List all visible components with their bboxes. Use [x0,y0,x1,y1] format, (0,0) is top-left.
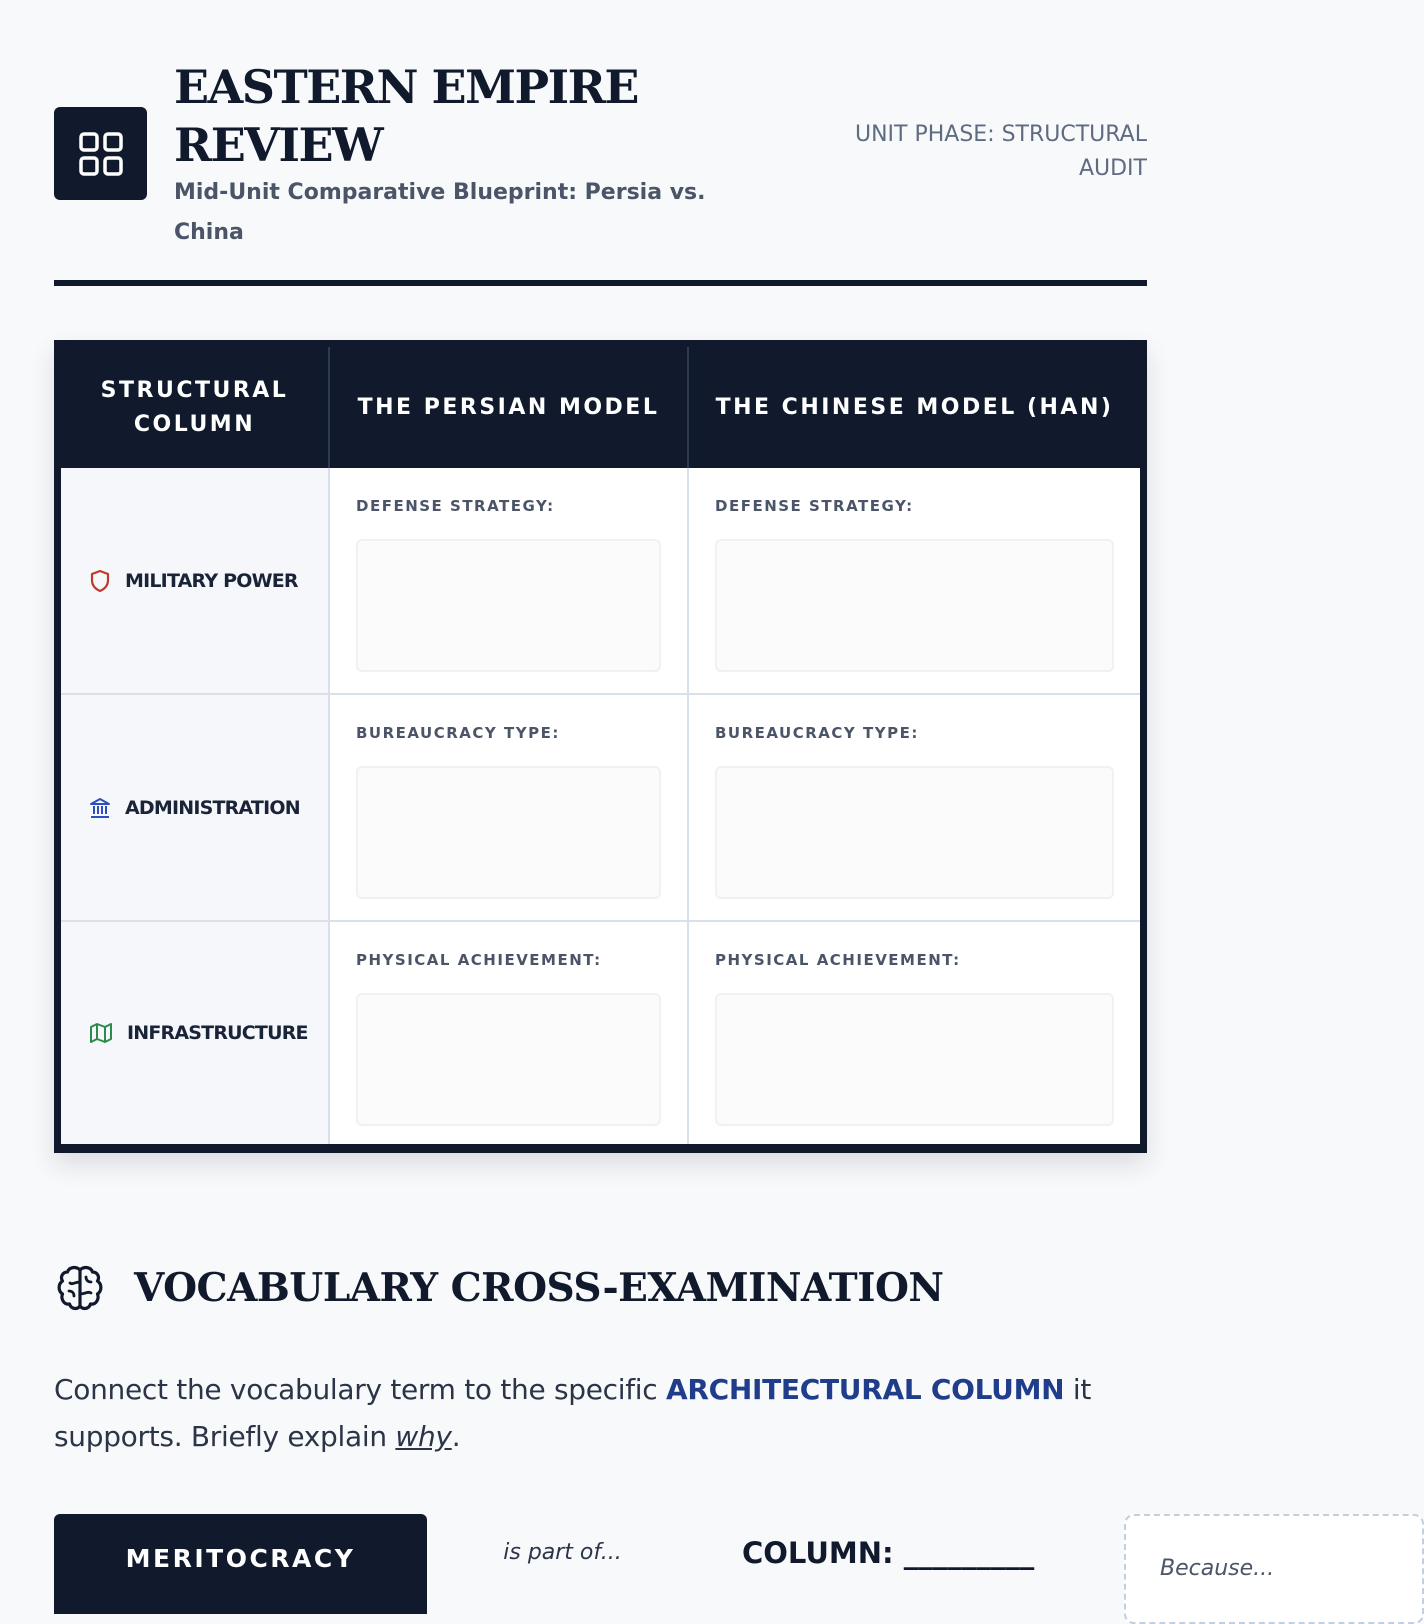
instruction-accent: ARCHITECTURAL COLUMN [665,1373,1065,1406]
column-blank[interactable]: COLUMN: _________ [742,1536,1035,1570]
persian-defense-cell [330,468,689,693]
vocab-section-title: VOCABULARY CROSS-EXAMINATION [134,1265,944,1311]
cell-label: BUREAUCRACY TYPE: [715,724,919,742]
vocab-instructions [54,1366,1147,1460]
cell-label: DEFENSE STRATEGY: [715,497,914,515]
grid-icon [77,130,125,178]
logo [54,107,147,200]
vocab-term-card: MERITOCRACY [54,1514,427,1614]
row-head-infrastructure [61,922,330,1144]
table-body [61,468,1140,1144]
header-chinese-model: THE CHINESE MODEL (HAN) [715,394,1114,420]
persian-defense-answer[interactable] [356,539,661,672]
persian-achievement-answer[interactable] [356,993,661,1126]
row-label: MILITARY POWER [125,569,298,592]
cell-label: PHYSICAL ACHIEVEMENT: [356,951,602,969]
persian-bureaucracy-cell [330,695,689,920]
cell-label: PHYSICAL ACHIEVEMENT: [715,951,961,969]
header-structural-column: STRUCTURAL COLUMN [61,347,330,468]
bank-icon [89,796,111,820]
instruction-text: it supports. Briefly explain [54,1373,1092,1453]
cell-label: BUREAUCRACY TYPE: [356,724,560,742]
cell-label: DEFENSE STRATEGY: [356,497,555,515]
persian-achievement-cell [330,922,689,1144]
chinese-achievement-answer[interactable] [715,993,1114,1126]
chinese-achievement-cell [689,922,1140,1144]
page-title: EASTERN EMPIRE REVIEW [174,60,638,172]
brain-icon [54,1262,106,1314]
row-label: INFRASTRUCTURE [127,1022,308,1044]
page-subtitle: Mid-Unit Comparative Blueprint: Persia vs. China [174,180,706,245]
instruction-text: Connect the vocabulary term to the specific [54,1373,666,1406]
row-label: ADMINISTRATION [125,796,300,819]
chinese-bureaucracy-answer[interactable] [715,766,1114,899]
table-row-military [61,468,1140,695]
table-row-administration [61,695,1140,922]
shield-icon [89,569,111,593]
unit-phase: UNIT PHASE: STRUCTURAL AUDIT [854,122,1147,181]
chinese-defense-answer[interactable] [715,539,1114,672]
row-head-administration [61,695,330,920]
chinese-bureaucracy-cell [689,695,1140,920]
map-icon [89,1021,113,1045]
comparison-table [54,340,1147,1153]
instruction-why: why [395,1420,452,1453]
instruction-text: . [451,1420,461,1453]
header-divider [54,280,1147,286]
table-row-infrastructure [61,922,1140,1144]
chinese-defense-cell [689,468,1140,693]
row-head-military [61,468,330,693]
connector-text: is part of... [503,1540,622,1565]
table-header [61,347,1140,468]
because-input[interactable]: Because... [1124,1514,1424,1624]
persian-bureaucracy-answer[interactable] [356,766,661,899]
header-persian-model: THE PERSIAN MODEL [330,347,689,468]
